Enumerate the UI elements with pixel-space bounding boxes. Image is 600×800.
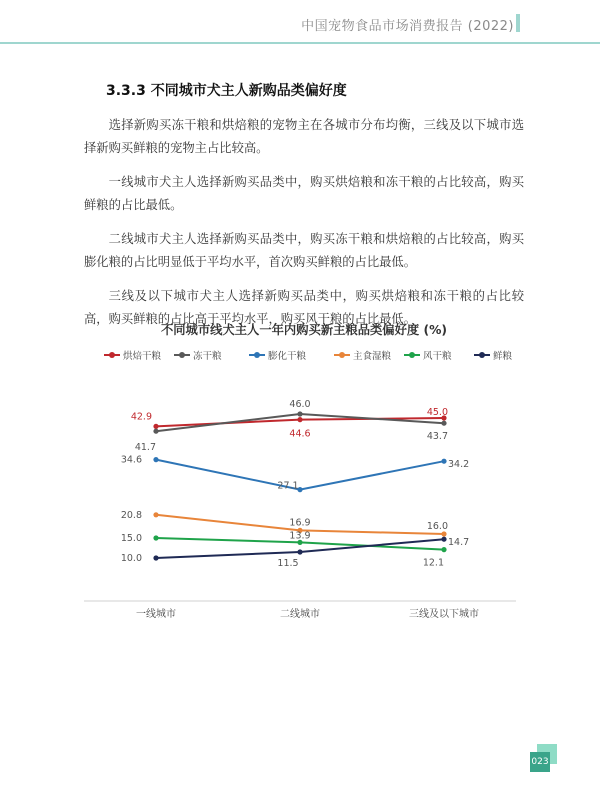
paragraph-1: 选择新购买冻干粮和烘焙粮的宠物主在各城市分布均衡，三线及以下城市选择新购买鲜粮的宠物主占比较高。 [84, 118, 524, 155]
legend-label: 鲜粮 [493, 351, 513, 362]
chart-plot [84, 318, 524, 628]
data-label: 16.0 [426, 521, 448, 532]
data-point [297, 417, 302, 422]
data-label: 34.2 [448, 459, 470, 471]
x-tick-label: 一线城市 [136, 609, 176, 620]
data-label: 27.1 [277, 480, 299, 492]
x-tick-label: 三线及以下城市 [409, 609, 479, 620]
header-accent-bar [516, 14, 520, 32]
data-point [153, 512, 158, 517]
series-line [156, 460, 444, 490]
legend-label: 冻干粮 [193, 351, 222, 362]
legend-label: 膨化干粮 [268, 351, 307, 362]
legend-label: 烘焙干粮 [123, 351, 162, 362]
line-chart [84, 318, 524, 628]
data-label: 13.9 [289, 530, 311, 542]
paragraph-3: 二线城市犬主人选择新购买品类中，购买冻干粮和烘焙粮的占比较高，购买膨化粮的占比明显低于平均水平，首次购买鲜粮的占比最低。 [84, 232, 524, 269]
data-label: 44.6 [289, 428, 311, 440]
data-label: 20.8 [120, 509, 142, 521]
legend-label: 风干粮 [423, 351, 452, 362]
section-content [84, 68, 524, 342]
data-point [153, 457, 158, 462]
data-point [441, 547, 446, 552]
report-title: 中国宠物食品市场消费报告 (2022) [301, 19, 514, 34]
data-point [297, 411, 302, 416]
x-tick-label: 二线城市 [280, 609, 320, 620]
chart-title: 不同城市线犬主人一年内购买新主粮品类偏好度 (%) [160, 323, 448, 337]
data-point [153, 429, 158, 434]
data-point [153, 535, 158, 540]
data-point [441, 459, 446, 464]
data-label: 15.0 [120, 533, 142, 544]
data-label: 12.1 [422, 557, 444, 569]
data-label: 16.9 [289, 517, 311, 529]
data-label: 14.7 [448, 537, 470, 549]
data-point [297, 549, 302, 554]
data-point [441, 531, 446, 536]
header-divider [0, 42, 600, 44]
legend-label: 主食湿粮 [353, 351, 392, 362]
page-header [0, 0, 600, 44]
data-label: 46.0 [289, 399, 311, 410]
paragraph-2: 一线城市犬主人选择新购买品类中，购买烘焙粮和冻干粮的占比较高，购买鲜粮的占比最低。 [84, 175, 524, 212]
data-label: 10.0 [120, 553, 142, 564]
page-number: 023 [530, 752, 550, 772]
data-label: 41.7 [134, 442, 156, 454]
data-label: 11.5 [277, 558, 299, 569]
data-label: 43.7 [426, 431, 448, 443]
data-point [441, 421, 446, 426]
section-title: 3.3.3 不同城市犬主人新购品类偏好度 [106, 83, 347, 99]
data-label: 34.6 [120, 454, 142, 466]
data-label: 45.0 [426, 407, 448, 418]
data-label: 42.9 [130, 411, 152, 423]
data-point [153, 424, 158, 429]
data-point [441, 537, 446, 542]
data-point [153, 555, 158, 560]
paragraph-4: 三线及以下城市犬主人选择新购买品类中，购买烘焙粮和冻干粮的占比较高，购买鲜粮的占比高于平均水平，购买风干粮的占比最低。 [84, 289, 524, 326]
